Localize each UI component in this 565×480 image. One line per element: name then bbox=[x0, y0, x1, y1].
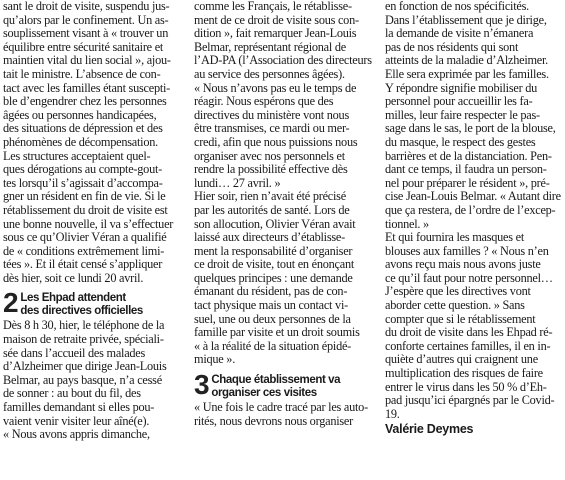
section-number: 2 bbox=[3, 287, 19, 319]
section-title: Chaque établissement va organiser ces visites bbox=[211, 374, 341, 399]
article-column-3 bbox=[385, 0, 563, 480]
paragraph: « Une fois le cadre tracé par les auto- rités, nous devrons nous organiser bbox=[194, 400, 368, 428]
paragraph: Hier soir, rien n’avait été précisé par les autorités de santé. Lors de son allocution, Olivier Véran avait laissé aux directeurs d’établisse- ment la responsabilité d’organiser ce droit de visite, tout en énonçant quelques principes : une demande émanant du résident, pas de con- tact physique mais un contact vi- suel, une ou deux personnes de la famille par visite et un droit soumis « à la réalité de la situation épidé- mique ». bbox=[194, 189, 360, 367]
paragraph: Les structures acceptaient quel- ques dérogations au compte-gout- tes lorsqu’il s’agissait d’accompa- gner un résident en fin de vie. Si le rétablissement du droit de visite est une bonne nouvelle, il va s’effectuer sous ce qu’Olivier Véran a qualifié de « conditions extrêmement limi- tées ». Et il était censé s’appliquer dès hier, soit ce lundi 20 avril. bbox=[3, 148, 174, 285]
paragraph: Dès 8 h 30, hier, le téléphone de la maison de retraite privée, spéciali- sée dans l’accueil des malades d’Alzheimer que dirige Jean-Louis Belmar, au pays basque, n’a cessé de sonner : au bout du fil, des familles demandant si elles pou- vaient venir visiter leur aîné(e). « Nous avons appris dimanche, bbox=[3, 318, 167, 442]
paragraph: Et qui fournira les masques et blouses aux familles ? « Nous n’en avons reçu mais nous avons juste ce qu’il faut pour notre personnel… J’espère que les directives vont aborder cette question. » Sans compter que si le rétablissement du droit de visite dans les Ehpad ré- conforte certaines familles, il en in- quiète d’autres qui craignent une multiplication des risques de faire entrer le virus dans les 50 % d’Eh- pad jusqu’ici épargnés par le Covid- 19. bbox=[385, 230, 555, 421]
article-column-1 bbox=[3, 0, 185, 480]
section-heading-2 bbox=[3, 287, 185, 319]
paragraph: sant le droit de visite, suspendu jus- qu’alors par le confinement. Un as- souplissement visant à « trouver un équilibre entre sécurité sanitaire et maintien vital du lien social », ajou- tait le ministre. L’absence de con- tact avec les familles étant suscepti- ble d’engendrer chez les personnes âgées ou personnes handicapées, des situations de dépression et des phénomènes de décompensation. bbox=[3, 0, 171, 149]
author-signature: Valérie Deymes bbox=[385, 422, 474, 437]
section-title: Les Ehpad attendent des directives officielles bbox=[20, 292, 143, 317]
article-column-2 bbox=[194, 0, 378, 480]
paragraph: en fonction de nos spécificités. Dans l’établissement que je dirige, la demande de visite n’émanera pas de nos résidents qui sont atteints de la maladie d’Alzheimer. Elle sera exprimée par les familles. Y répondre signifie mobiliser du personnel pour accueillir les fa- milles, leur faire respecter le pas- sage dans le sas, le port de la blouse, du masque, le respect des gestes barrières et de la distanciation. Pen- dant ce temps, il faudra un person- nel pour préparer le résident », pré- cise Jean-Louis Belmar. « Autant dire que ça restera, de l’ordre de l’excep- tionnel. » bbox=[385, 0, 561, 231]
section-heading-3 bbox=[194, 369, 378, 401]
section-number: 3 bbox=[194, 369, 210, 401]
paragraph: comme les Français, le rétablisse- ment de ce droit de visite sous con- dition », fait remarquer Jean-Louis Belmar, représentant régional de l’AD-PA (l’Association des directeurs au service des personnes âgées). « Nous n’avons pas eu le temps de réagir. Nous espérons que des directives du ministère vont nous être transmises, ce mardi ou mer- credi, afin que nous puissions nous organiser avec nos personnels et rendre la possibilité effective dès lundi… 27 avril. » bbox=[194, 0, 372, 190]
